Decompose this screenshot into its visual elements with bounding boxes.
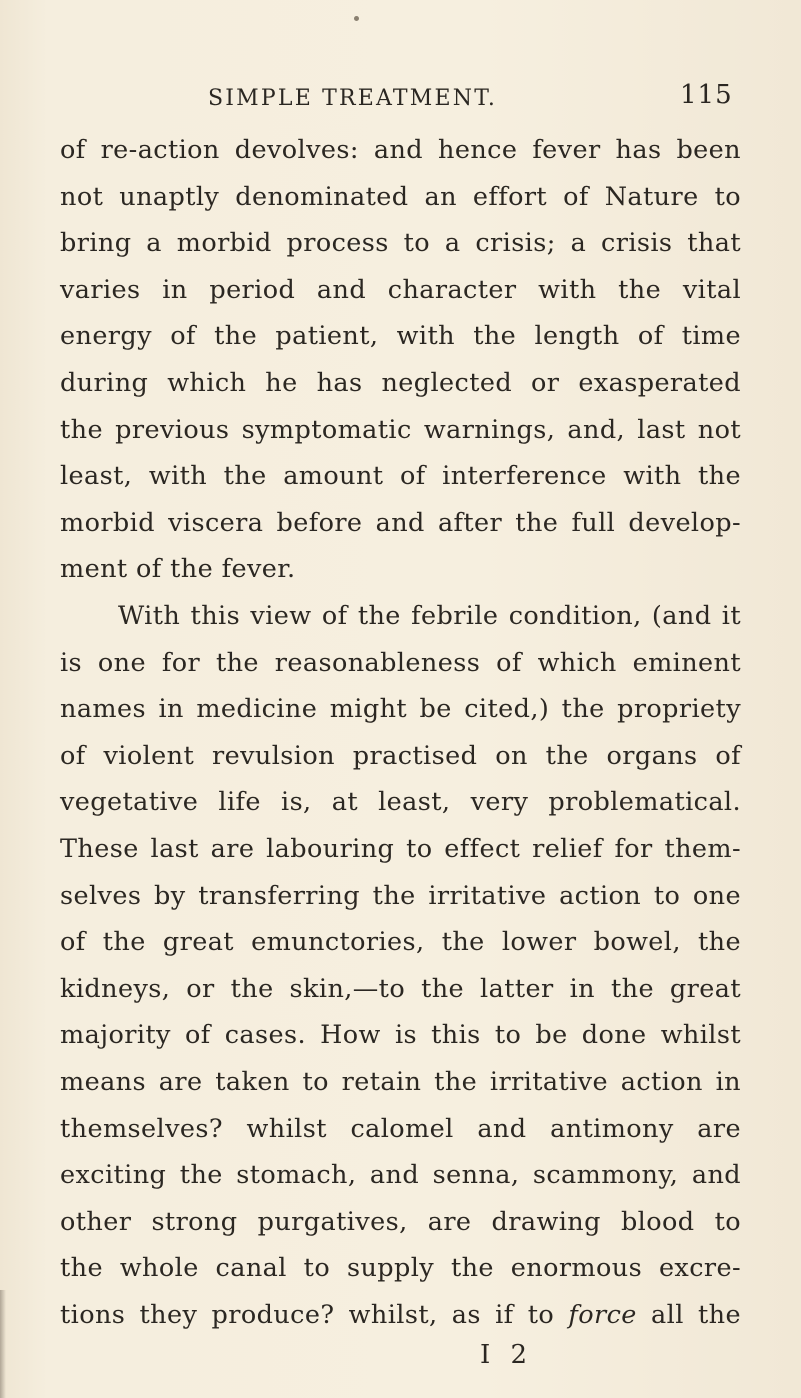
text-line: ment of the fever. [60, 554, 296, 585]
text-fragment: all the [636, 1300, 741, 1330]
text-line: bring a morbid process to a crisis; a crisis that [60, 228, 741, 259]
emphasis-word: force [568, 1300, 637, 1330]
paragraph-first-line: With this view of the febrile condition, (and it [118, 601, 741, 631]
text-line: morbid viscera before and after the full develop- [60, 507, 741, 538]
text-line: energy of the patient, with the length of time [60, 321, 741, 352]
text-line: majority of cases. How is this to be done whilst [60, 1020, 741, 1051]
text-line: not unaptly denominated an effort of Nature to [60, 181, 741, 212]
text-line: varies in period and character with the vital [60, 274, 741, 305]
page-number: 115 [680, 80, 733, 110]
signature-mark: I 2 [480, 1339, 534, 1370]
text-line: selves by transferring the irritative action to one [60, 880, 741, 911]
text-line: means are taken to retain the irritative action in [60, 1067, 741, 1097]
text-line: themselves? whilst calomel and antimony are [60, 1113, 741, 1144]
page-edge-shadow [0, 1290, 6, 1398]
text-line: other strong purgatives, are drawing blood to [60, 1206, 741, 1237]
text-line: the whole canal to supply the enormous excre- [60, 1253, 741, 1284]
text-fragment: tions they produce? whilst, as if to [60, 1300, 569, 1330]
text-line: These last are labouring to effect relief for them- [60, 834, 741, 864]
text-line-final [60, 1297, 741, 1333]
running-title: SIMPLE TREATMENT. [208, 86, 498, 111]
text-line: kidneys, or the skin,—to the latter in the great [60, 973, 741, 1004]
text-line: of re-action devolves: and hence fever has been [60, 135, 741, 165]
text-line: vegetative life is, at least, very problematical. [60, 787, 741, 818]
ink-speck [354, 16, 359, 21]
text-line: is one for the reasonableness of which eminent [60, 647, 741, 678]
text-line: exciting the stomach, and senna, scammony, and [60, 1160, 741, 1191]
text-line: least, with the amount of interference with the [60, 461, 741, 492]
text-line: names in medicine might be cited,) the propriety [60, 694, 741, 725]
text-line: of the great emunctories, the lower bowel, the [60, 927, 741, 958]
text-line: of violent revulsion practised on the organs of [60, 740, 741, 771]
text-line: the previous symptomatic warnings, and, last not [60, 414, 741, 445]
text-line: during which he has neglected or exasperated [60, 368, 741, 398]
